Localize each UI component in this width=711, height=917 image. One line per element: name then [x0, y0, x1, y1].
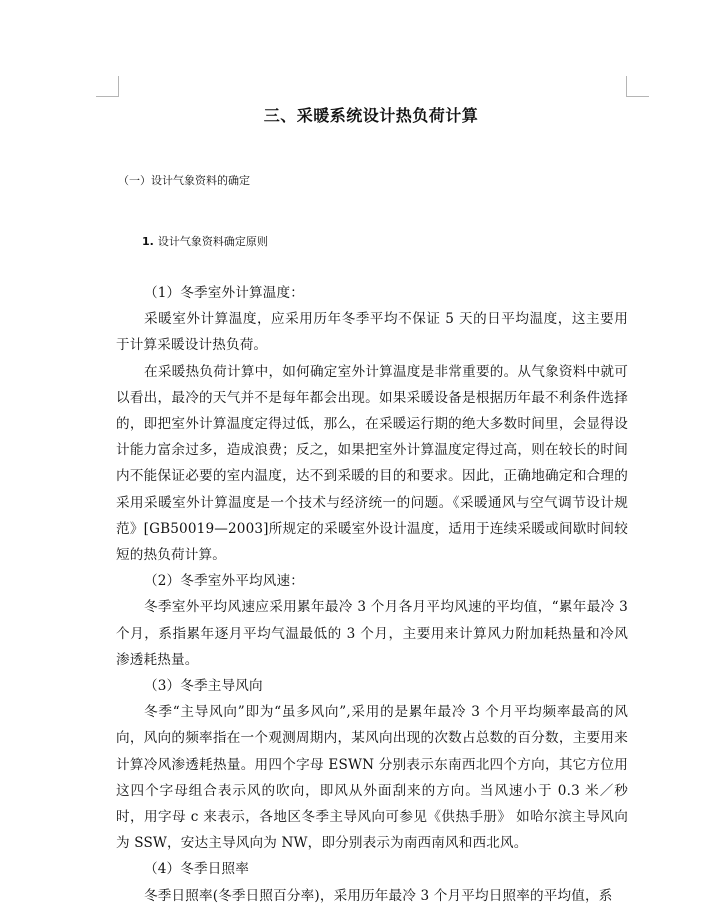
page-corner-mark-top-right — [626, 76, 649, 97]
paragraph: 在采暖热负荷计算中，如何确定室外计算温度是非常重要的。从气象资料中就可以看出，最冷的天气并不是每年都会出现。如果采暖设备是根据历年最不利条件选择的，即把室外计算温度定得过低，那么，在采暖运行期的绝大多数时间里，会显得设计能力富余过多，造成浪费；反之，如果把室外计算温度定得过高，则在较长的时间内不能保证必要的室内温度，达不到采暖的目的和要求。因此，正确地确定和合理的采用采暖室外计算温度是一个技术与经济统一的问题。《采暖通风与空气调节设计规范》[GB50019—2003]所规定的采暖室外设计温度，适用于连续采暖或间歇时间较短的热负荷计算。 — [116, 363, 628, 564]
section-heading: （一）设计气象资料的确定 — [118, 174, 250, 187]
subheading-winter-temperature: （1）冬季室外计算温度： — [144, 285, 304, 301]
page-corner-mark-top-left — [96, 76, 119, 97]
subsection-number: 1. — [142, 235, 154, 248]
subheading-winter-sunshine: （4）冬季日照率 — [144, 861, 250, 878]
subheading-winter-wind-speed: （2）冬季室外平均风速： — [144, 573, 304, 590]
paragraph: 冬季“主导风向”即为“虽多风向”,采用的是累年最冷 3 个月平均频率最高的风向，风向的频率指在一个观测周期内，某风向出现的次数占总数的百分数，主要用来计算冷风渗透耗热量。用四个字母 ESWN 分别表示东南西北四个方向，其它方位用这四个字母组合表示风的吹向，即风从外面刮来的方向。当风速小于 0.3 米／秒时，用字母 c 来表示，各地区冬季主导风向可参见《供热手册》 如哈尔滨主导风向为 SSW，安达主导风向为 NW，即分别表示为南西南风和西北风。 — [116, 704, 628, 852]
paragraph: 冬季室外平均风速应采用累年最冷 3 个月各月平均风速的平均值，“累年最冷 3 个月，系指累年逐月平均气温最低的 3 个月，主要用来计算风力附加耗热量和冷风渗透耗热量。 — [116, 599, 628, 668]
paragraph: 冬季日照率(冬季日照百分率)，采用历年最冷 3 个月平均日照率的平均值，系 — [144, 887, 613, 904]
subheading-winter-wind-direction: （3）冬季主导风向 — [144, 678, 263, 695]
document-body — [116, 280, 628, 909]
subsection-label: 设计气象资料确定原则 — [157, 235, 268, 248]
document-title: 三、采暖系统设计热负荷计算 — [263, 106, 479, 125]
paragraph: 采暖室外计算温度，应采用历年冬季平均不保证 5 天的日平均温度，这主要用于计算采暖设计热负荷。 — [116, 311, 628, 354]
subsection-heading — [142, 233, 268, 249]
